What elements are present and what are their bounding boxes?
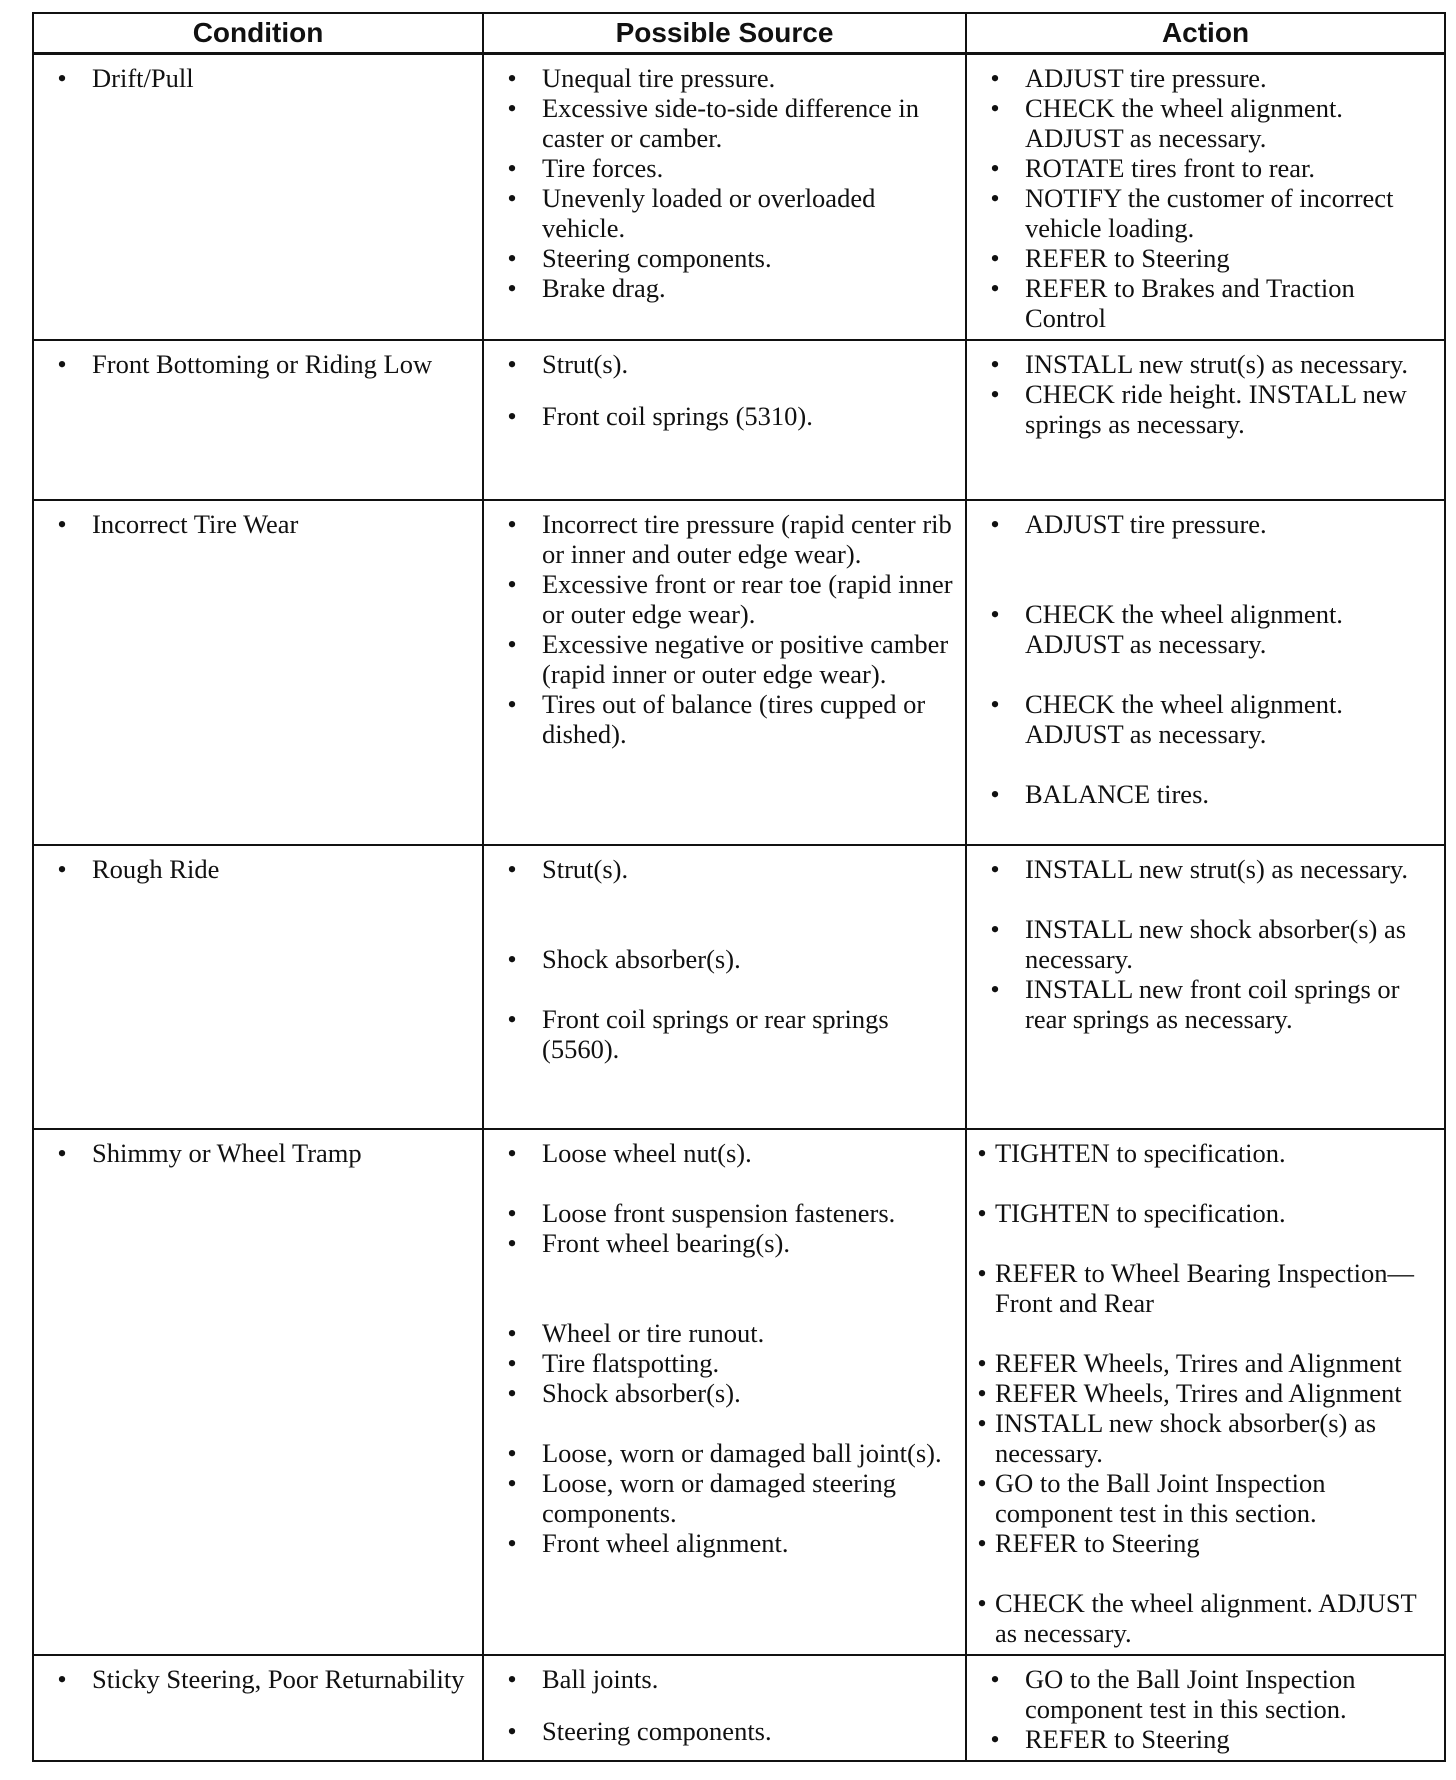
bullet-icon: • (57, 63, 67, 93)
bullet-icon: • (507, 349, 517, 379)
source-cell (483, 845, 966, 1129)
condition-cell (33, 845, 483, 1129)
source-cell (483, 1129, 966, 1655)
action-cell (966, 340, 1445, 500)
bullet-icon: • (507, 1438, 517, 1468)
bullet-icon: • (990, 509, 1000, 539)
bullet-icon: • (57, 509, 67, 539)
action-cell (966, 1655, 1445, 1761)
header-action: Action (966, 13, 1445, 54)
list-item: • CHECK the wheel alignment. ADJUST as necessary. (975, 1588, 1438, 1648)
header-condition: Condition (33, 13, 483, 54)
list-item: • Ball joints. (502, 1664, 959, 1694)
list-item: • Front Bottoming or Riding Low (52, 349, 476, 379)
bullet-icon: • (990, 914, 1000, 944)
list-item: • Tire flatspotting. (502, 1348, 959, 1378)
list-item: • ROTATE tires front to rear. (985, 153, 1438, 183)
list-item: • REFER to Steering (975, 1528, 1438, 1558)
list-item: • Excessive side-to-side difference in caster or camber. (502, 93, 959, 153)
bullet-icon: • (977, 1378, 987, 1408)
bullet-icon: • (977, 1348, 987, 1378)
list-item: • REFER to Steering (985, 243, 1438, 273)
bullet-icon: • (507, 1228, 517, 1258)
list-item: • INSTALL new shock absorber(s) as necessary. (985, 914, 1438, 974)
list-item: • CHECK the wheel alignment. ADJUST as necessary. (985, 689, 1438, 749)
bullet-icon: • (57, 1138, 67, 1168)
diagnosis-sheet (32, 12, 1444, 1762)
list-item: • Strut(s). (502, 854, 959, 884)
bullet-icon: • (507, 1664, 517, 1694)
list-item: • Steering components. (502, 1716, 959, 1746)
bullet-icon: • (990, 273, 1000, 303)
bullet-icon: • (977, 1528, 987, 1558)
list-item: • ADJUST tire pressure. (985, 63, 1438, 93)
bullet-icon: • (57, 854, 67, 884)
list-item: • REFER Wheels, Trires and Alignment (975, 1348, 1438, 1378)
bullet-icon: • (507, 93, 517, 123)
bullet-icon: • (507, 854, 517, 884)
bullet-icon: • (990, 599, 1000, 629)
action-cell (966, 1129, 1445, 1655)
condition-cell (33, 1129, 483, 1655)
bullet-icon: • (57, 1664, 67, 1694)
header-row (33, 13, 1445, 54)
bullet-icon: • (990, 1724, 1000, 1754)
list-item: • Front wheel alignment. (502, 1528, 959, 1558)
list-item: • Front coil springs (5310). (502, 401, 959, 431)
bullet-icon: • (507, 1198, 517, 1228)
action-cell (966, 500, 1445, 845)
bullet-icon: • (977, 1408, 987, 1438)
list-item: • REFER Wheels, Trires and Alignment (975, 1378, 1438, 1408)
list-item: • INSTALL new strut(s) as necessary. (985, 854, 1438, 884)
symptom-chart-table (32, 12, 1446, 1762)
bullet-icon: • (990, 63, 1000, 93)
list-item: • CHECK the wheel alignment. ADJUST as necessary. (985, 93, 1438, 153)
list-item: • Shock absorber(s). (502, 1378, 959, 1408)
bullet-icon: • (990, 854, 1000, 884)
source-cell (483, 54, 966, 341)
list-item: • INSTALL new strut(s) as necessary. (985, 349, 1438, 379)
list-item: • Front coil springs or rear springs (5560). (502, 1004, 959, 1064)
bullet-icon: • (990, 779, 1000, 809)
list-item: • Front wheel bearing(s). (502, 1228, 959, 1258)
list-item: • Loose, worn or damaged ball joint(s). (502, 1438, 959, 1468)
table-row (33, 845, 1445, 1129)
list-item: • CHECK the wheel alignment. ADJUST as necessary. (985, 599, 1438, 659)
list-item: • Excessive front or rear toe (rapid inner or outer edge wear). (502, 569, 959, 629)
action-cell (966, 845, 1445, 1129)
list-item: • Loose, worn or damaged steering components. (502, 1468, 959, 1528)
table-row (33, 1129, 1445, 1655)
bullet-icon: • (507, 273, 517, 303)
list-item: • Incorrect tire pressure (rapid center rib or inner and outer edge wear). (502, 509, 959, 569)
bullet-icon: • (507, 1378, 517, 1408)
action-cell (966, 54, 1445, 341)
source-cell (483, 1655, 966, 1761)
bullet-icon: • (507, 1138, 517, 1168)
bullet-icon: • (977, 1588, 987, 1618)
list-item: • Sticky Steering, Poor Returnability (52, 1664, 476, 1694)
bullet-icon: • (507, 243, 517, 273)
bullet-icon: • (990, 974, 1000, 1004)
list-item: • NOTIFY the customer of incorrect vehicle loading. (985, 183, 1438, 243)
bullet-icon: • (977, 1468, 987, 1498)
list-item: • TIGHTEN to specification. (975, 1198, 1438, 1228)
table-row (33, 54, 1445, 341)
list-item: • Tires out of balance (tires cupped or dished). (502, 689, 959, 749)
bullet-icon: • (57, 349, 67, 379)
list-item: • GO to the Ball Joint Inspection component test in this section. (975, 1468, 1438, 1528)
condition-cell (33, 500, 483, 845)
list-item: • TIGHTEN to specification. (975, 1138, 1438, 1168)
table-row (33, 500, 1445, 845)
bullet-icon: • (507, 1004, 517, 1034)
list-item: • Brake drag. (502, 273, 959, 303)
condition-cell (33, 1655, 483, 1761)
list-item: • Excessive negative or positive camber (rapid inner or outer edge wear). (502, 629, 959, 689)
bullet-icon: • (507, 401, 517, 431)
condition-cell (33, 54, 483, 341)
list-item: • Unequal tire pressure. (502, 63, 959, 93)
list-item: • Tire forces. (502, 153, 959, 183)
bullet-icon: • (977, 1258, 987, 1288)
list-item: • Drift/Pull (52, 63, 476, 93)
bullet-icon: • (990, 153, 1000, 183)
list-item: • Rough Ride (52, 854, 476, 884)
bullet-icon: • (507, 689, 517, 719)
table-row (33, 340, 1445, 500)
bullet-icon: • (507, 183, 517, 213)
source-cell (483, 500, 966, 845)
bullet-icon: • (977, 1198, 987, 1228)
bullet-icon: • (990, 93, 1000, 123)
list-item: • Steering components. (502, 243, 959, 273)
bullet-icon: • (990, 689, 1000, 719)
bullet-icon: • (990, 1664, 1000, 1694)
bullet-icon: • (990, 183, 1000, 213)
bullet-icon: • (507, 1318, 517, 1348)
condition-cell (33, 340, 483, 500)
list-item: • Loose front suspension fasteners. (502, 1198, 959, 1228)
list-item: • Loose wheel nut(s). (502, 1138, 959, 1168)
bullet-icon: • (507, 63, 517, 93)
list-item: • INSTALL new shock absorber(s) as necessary. (975, 1408, 1438, 1468)
list-item: • Strut(s). (502, 349, 959, 379)
list-item: • ADJUST tire pressure. (985, 509, 1438, 539)
bullet-icon: • (507, 569, 517, 599)
list-item: • BALANCE tires. (985, 779, 1438, 809)
table-row (33, 1655, 1445, 1761)
source-cell (483, 340, 966, 500)
bullet-icon: • (507, 509, 517, 539)
list-item: • Wheel or tire runout. (502, 1318, 959, 1348)
list-item: • Shimmy or Wheel Tramp (52, 1138, 476, 1168)
header-possible-source: Possible Source (483, 13, 966, 54)
bullet-icon: • (507, 1528, 517, 1558)
bullet-icon: • (507, 1348, 517, 1378)
bullet-icon: • (507, 1468, 517, 1498)
bullet-icon: • (507, 153, 517, 183)
list-item: • Unevenly loaded or overloaded vehicle. (502, 183, 959, 243)
bullet-icon: • (507, 944, 517, 974)
list-item: • INSTALL new front coil springs or rear springs as necessary. (985, 974, 1438, 1034)
list-item: • GO to the Ball Joint Inspection component test in this section. (985, 1664, 1438, 1724)
bullet-icon: • (507, 1716, 517, 1746)
list-item: • REFER to Brakes and Traction Control (985, 273, 1438, 333)
bullet-icon: • (507, 629, 517, 659)
list-item: • Shock absorber(s). (502, 944, 959, 974)
bullet-icon: • (990, 349, 1000, 379)
bullet-icon: • (990, 243, 1000, 273)
list-item: • Incorrect Tire Wear (52, 509, 476, 539)
list-item: • REFER to Wheel Bearing Inspection—Front and Rear (975, 1258, 1438, 1318)
list-item: • CHECK ride height. INSTALL new springs as necessary. (985, 379, 1438, 439)
bullet-icon: • (977, 1138, 987, 1168)
list-item: • REFER to Steering (985, 1724, 1438, 1754)
bullet-icon: • (990, 379, 1000, 409)
